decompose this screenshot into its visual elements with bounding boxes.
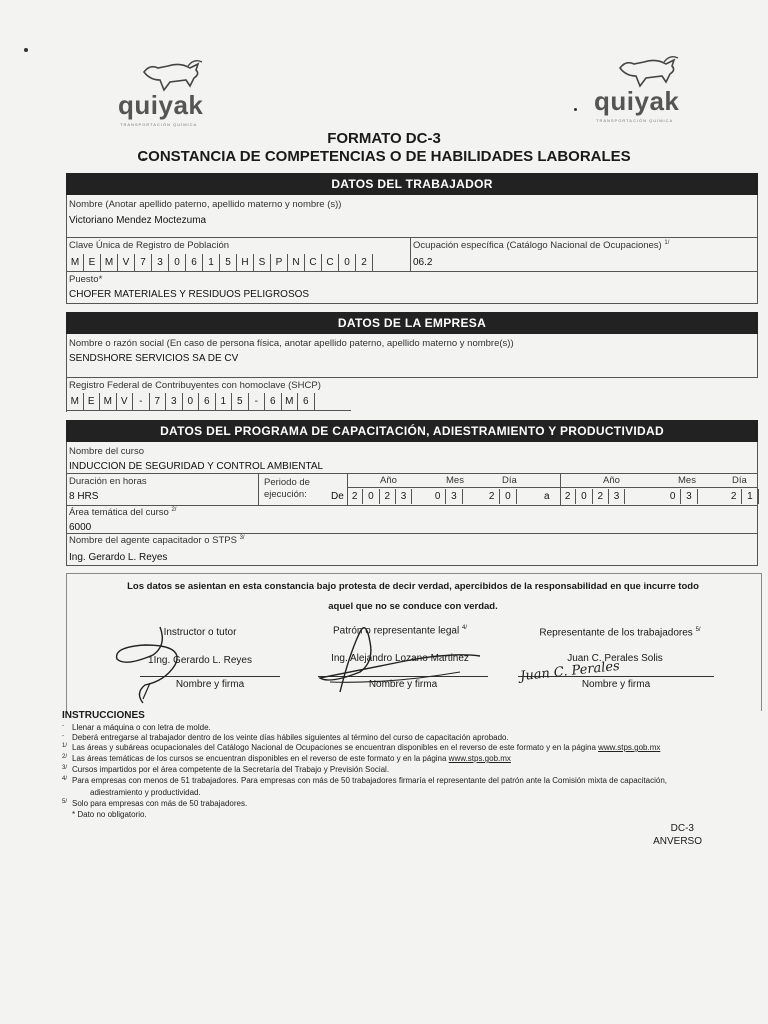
divider bbox=[258, 473, 259, 505]
instruction-item bbox=[80, 788, 201, 797]
representante-nombre-firma: Nombre y firma bbox=[581, 679, 651, 690]
date-digit-cell: 0 bbox=[665, 489, 681, 504]
rfc-char-cell: M bbox=[100, 393, 117, 410]
section-header-programa: DATOS DEL PROGRAMA DE CAPACITACIÓN, ADIESTRAMIENTO Y PRODUCTIVIDAD bbox=[66, 420, 758, 442]
logo-wordmark: quiyak bbox=[118, 90, 204, 120]
scan-dot bbox=[574, 108, 577, 111]
ocupacion-label bbox=[413, 240, 669, 251]
instruction-text: * Dato no obligatorio. bbox=[72, 810, 147, 819]
table-border bbox=[66, 442, 67, 566]
date-digit-cell: 3 bbox=[396, 489, 412, 504]
date-digit-cell: 0 bbox=[576, 489, 592, 504]
curp-char-cell: S bbox=[254, 254, 271, 271]
nombre-label: Nombre (Anotar apellido paterno, apellido materno y nombre (s)) bbox=[69, 199, 342, 210]
divider bbox=[66, 565, 758, 566]
footnote-marker: 4/ bbox=[461, 625, 467, 631]
footnote-marker: 3/ bbox=[239, 535, 245, 541]
end-month-field[interactable] bbox=[665, 489, 698, 504]
rfc-char-cell: 7 bbox=[150, 393, 167, 410]
representante-label-text: Representante de los trabajadores bbox=[539, 627, 693, 639]
instruction-item bbox=[62, 799, 247, 808]
instruction-marker: 5/ bbox=[62, 799, 68, 805]
instruction-item bbox=[62, 723, 211, 732]
curp-char-cell: 7 bbox=[135, 254, 152, 271]
instruction-marker: 1/ bbox=[62, 743, 68, 749]
divider bbox=[347, 487, 758, 488]
instruction-marker: 4/ bbox=[62, 776, 68, 782]
curp-char-cell: 3 bbox=[152, 254, 169, 271]
puesto-label: Puesto* bbox=[69, 274, 103, 285]
divider bbox=[66, 505, 758, 506]
logo-wordmark: quiyak bbox=[594, 86, 680, 116]
signature-handwritten-representante: Juan C. Perales bbox=[519, 658, 621, 685]
footnote-marker: 2/ bbox=[171, 507, 177, 513]
logo-right bbox=[594, 54, 704, 124]
declaration-line-2: aquel que no se conduce con verdad. bbox=[328, 601, 498, 612]
table-border bbox=[757, 195, 758, 303]
instruction-item bbox=[62, 733, 509, 742]
logo-tagline: TRANSPORTACIÓN QUÍMICA bbox=[120, 122, 198, 127]
representante-label bbox=[520, 627, 720, 638]
ocupacion-value[interactable]: 06.2 bbox=[413, 257, 433, 268]
curp-label: Clave Única de Registro de Población bbox=[69, 240, 230, 251]
curp-char-cell: V bbox=[118, 254, 135, 271]
section-header-empresa: DATOS DE LA EMPRESA bbox=[66, 312, 758, 334]
table-border bbox=[66, 195, 67, 303]
date-digit-cell: 2 bbox=[380, 489, 396, 504]
curp-char-cell: H bbox=[237, 254, 254, 271]
end-day-field[interactable] bbox=[726, 489, 759, 504]
rfc-char-cell: - bbox=[133, 393, 150, 410]
curp-char-cell: M bbox=[101, 254, 118, 271]
de-label: De bbox=[331, 491, 344, 502]
rfc-char-cell: 1 bbox=[216, 393, 233, 410]
rfc-char-cell: V bbox=[117, 393, 134, 410]
curso-label: Nombre del curso bbox=[69, 446, 144, 457]
end-month-label: Mes bbox=[678, 475, 696, 486]
signature-scribble-patron bbox=[300, 612, 490, 698]
end-day-label: Día bbox=[732, 475, 747, 486]
instruction-text: Llenar a máquina o con letra de molde. bbox=[72, 723, 211, 732]
divider bbox=[410, 237, 411, 271]
curp-char-cell: 0 bbox=[339, 254, 356, 271]
start-day-field[interactable] bbox=[484, 489, 517, 504]
declaration-line-1: Los datos se asientan en esta constancia bajo protesta de decir verdad, apercibidos de la responsabilidad en que incurre todo bbox=[127, 581, 699, 592]
scan-dot bbox=[24, 48, 28, 52]
footnote-marker: 5/ bbox=[695, 627, 701, 633]
agente-value[interactable]: Ing. Gerardo L. Reyes bbox=[69, 552, 168, 563]
instructions-title: INSTRUCCIONES bbox=[62, 710, 145, 721]
instruction-text: Las áreas temáticas de los cursos se encuentran disponibles en el reverso de este formato y en la página bbox=[72, 754, 449, 763]
instruction-text: Deberá entregarse al trabajador dentro de los veinte días hábiles siguientes al término del curso de capacitación aprobado. bbox=[72, 733, 509, 742]
start-year-field[interactable] bbox=[347, 489, 412, 504]
area-value[interactable]: 6000 bbox=[69, 522, 92, 533]
instruction-item bbox=[62, 754, 511, 763]
rfc-char-cell: 6 bbox=[265, 393, 282, 410]
ocupacion-label-text: Ocupación específica (Catálogo Nacional de Ocupaciones) bbox=[413, 240, 662, 252]
area-label-text: Área temática del curso bbox=[69, 507, 169, 519]
curp-field[interactable] bbox=[66, 254, 373, 271]
rfc-char-cell: M bbox=[282, 393, 299, 410]
instruction-marker: - bbox=[62, 733, 64, 739]
start-month-label: Mes bbox=[446, 475, 464, 486]
date-digit-cell: 3 bbox=[609, 489, 625, 504]
divider bbox=[66, 237, 758, 238]
rfc-char-cell: M bbox=[67, 393, 84, 410]
date-digit-cell: 3 bbox=[681, 489, 697, 504]
divider bbox=[66, 410, 351, 411]
start-day-label: Día bbox=[502, 475, 517, 486]
patron-nombre-firma: Nombre y firma bbox=[368, 679, 438, 690]
rfc-char-cell: 5 bbox=[232, 393, 249, 410]
footnote-marker: 1/ bbox=[664, 240, 670, 246]
rfc-char-cell: 6 bbox=[298, 393, 315, 410]
logo-left bbox=[118, 58, 228, 128]
curp-char-cell: C bbox=[322, 254, 339, 271]
curp-char-cell: E bbox=[84, 254, 101, 271]
divider bbox=[66, 533, 758, 534]
periodo-label: ejecución: bbox=[264, 489, 307, 500]
signature-scribble-instructor bbox=[105, 615, 215, 705]
rfc-field[interactable] bbox=[66, 393, 315, 410]
razon-social-value[interactable]: SENDSHORE SERVICIOS SA DE CV bbox=[69, 353, 239, 364]
date-digit-cell: 0 bbox=[500, 489, 516, 504]
curp-char-cell: 6 bbox=[186, 254, 203, 271]
a-label: a bbox=[544, 491, 550, 502]
instruction-link[interactable]: www.stps.gob.mx bbox=[448, 754, 511, 763]
date-digit-cell: 2 bbox=[347, 489, 363, 504]
footer-code: DC-3 bbox=[670, 823, 694, 834]
instruction-link[interactable]: www.stps.gob.mx bbox=[598, 743, 661, 752]
instruction-text: Cursos impartidos por el área competente de la Secretaría del Trabajo y Previsión Social. bbox=[72, 765, 390, 774]
duracion-label: Duración en horas bbox=[69, 476, 147, 487]
nombre-value[interactable]: Victoriano Mendez Moctezuma bbox=[69, 215, 207, 226]
footer-side: ANVERSO bbox=[653, 836, 702, 847]
agente-label bbox=[69, 535, 245, 546]
divider bbox=[66, 377, 758, 378]
divider bbox=[66, 303, 758, 304]
date-digit-cell: 2 bbox=[593, 489, 609, 504]
curp-char-cell: 5 bbox=[220, 254, 237, 271]
curp-char-cell: 1 bbox=[203, 254, 220, 271]
curp-char-cell: 0 bbox=[169, 254, 186, 271]
instruction-item bbox=[62, 743, 660, 752]
puesto-value[interactable]: CHOFER MATERIALES Y RESIDUOS PELIGROSOS bbox=[69, 289, 310, 300]
instruction-text: Las áreas y subáreas ocupacionales del Catálogo Nacional de Ocupaciones se encuentran disponibles en el reverso de este formato y en la página bbox=[72, 743, 599, 752]
logo-tagline: TRANSPORTACIÓN QUÍMICA bbox=[596, 118, 674, 123]
rfc-label: Registro Federal de Contribuyentes con homoclave (SHCP) bbox=[69, 380, 321, 391]
rfc-char-cell: - bbox=[249, 393, 266, 410]
instruction-item bbox=[62, 765, 389, 774]
instruction-text: Para empresas con menos de 51 trabajadores. Para empresas con más de 50 trabajadores firmaría el representante del patrón ante la Comisión mixta de capacitación, bbox=[72, 776, 667, 785]
start-year-label: Año bbox=[380, 475, 397, 486]
instruction-text: adiestramiento y productividad. bbox=[90, 788, 201, 797]
rfc-char-cell: 3 bbox=[166, 393, 183, 410]
curp-char-cell: M bbox=[67, 254, 84, 271]
instructor-label: Instructor o tutor bbox=[163, 627, 237, 638]
date-digit-cell: 2 bbox=[726, 489, 742, 504]
rfc-char-cell: 0 bbox=[183, 393, 200, 410]
start-month-field[interactable] bbox=[430, 489, 463, 504]
date-digit-cell: 2 bbox=[484, 489, 500, 504]
rfc-char-cell: E bbox=[84, 393, 101, 410]
date-digit-cell: 3 bbox=[446, 489, 462, 504]
patron-name: Ing. Alejandro Lozano Martinez bbox=[331, 653, 469, 664]
date-digit-cell: 2 bbox=[560, 489, 576, 504]
periodo-label: Periodo de bbox=[264, 477, 310, 488]
form-title: CONSTANCIA DE COMPETENCIAS O DE HABILIDADES LABORALES bbox=[137, 148, 631, 165]
curp-char-cell: 2 bbox=[356, 254, 373, 271]
curp-char-cell: P bbox=[271, 254, 288, 271]
date-digit-cell: 1 bbox=[742, 489, 758, 504]
razon-social-label: Nombre o razón social (En caso de persona física, anotar apellido paterno, apellido materno y nombre(s)) bbox=[69, 338, 514, 349]
curp-char-cell: N bbox=[288, 254, 305, 271]
bull-icon bbox=[140, 58, 204, 94]
instruction-marker: - bbox=[62, 723, 64, 729]
end-year-label: Año bbox=[603, 475, 620, 486]
rfc-char-cell: 6 bbox=[199, 393, 216, 410]
form-code-title: FORMATO DC-3 bbox=[327, 130, 441, 147]
divider bbox=[66, 473, 758, 474]
curso-value[interactable]: INDUCCION DE SEGURIDAD Y CONTROL AMBIENTAL bbox=[69, 461, 324, 472]
instructor-nombre-firma: Nombre y firma bbox=[175, 679, 245, 690]
table-border bbox=[757, 334, 758, 378]
duracion-value[interactable]: 8 HRS bbox=[69, 491, 99, 502]
instruction-item bbox=[62, 810, 147, 819]
date-digit-cell: 0 bbox=[430, 489, 446, 504]
curp-char-cell: C bbox=[305, 254, 322, 271]
representante-name: Juan C. Perales Solis bbox=[567, 653, 663, 664]
divider bbox=[66, 271, 758, 272]
section-header-trabajador: DATOS DEL TRABAJADOR bbox=[66, 173, 758, 195]
instruction-item bbox=[62, 776, 667, 785]
end-year-field[interactable] bbox=[560, 489, 625, 504]
bull-icon bbox=[616, 54, 680, 90]
instruction-marker: 3/ bbox=[62, 765, 68, 771]
instructor-name: 1Ing. Gerardo L. Reyes bbox=[148, 655, 252, 666]
date-digit-cell: 0 bbox=[363, 489, 379, 504]
table-border bbox=[757, 442, 758, 566]
agente-label-text: Nombre del agente capacitador o STPS bbox=[69, 535, 237, 547]
area-label bbox=[69, 507, 176, 518]
patron-label-text: Patrón o representante legal bbox=[333, 625, 460, 637]
instruction-marker: 2/ bbox=[62, 754, 68, 760]
instruction-text: Solo para empresas con más de 50 trabajadores. bbox=[72, 799, 248, 808]
